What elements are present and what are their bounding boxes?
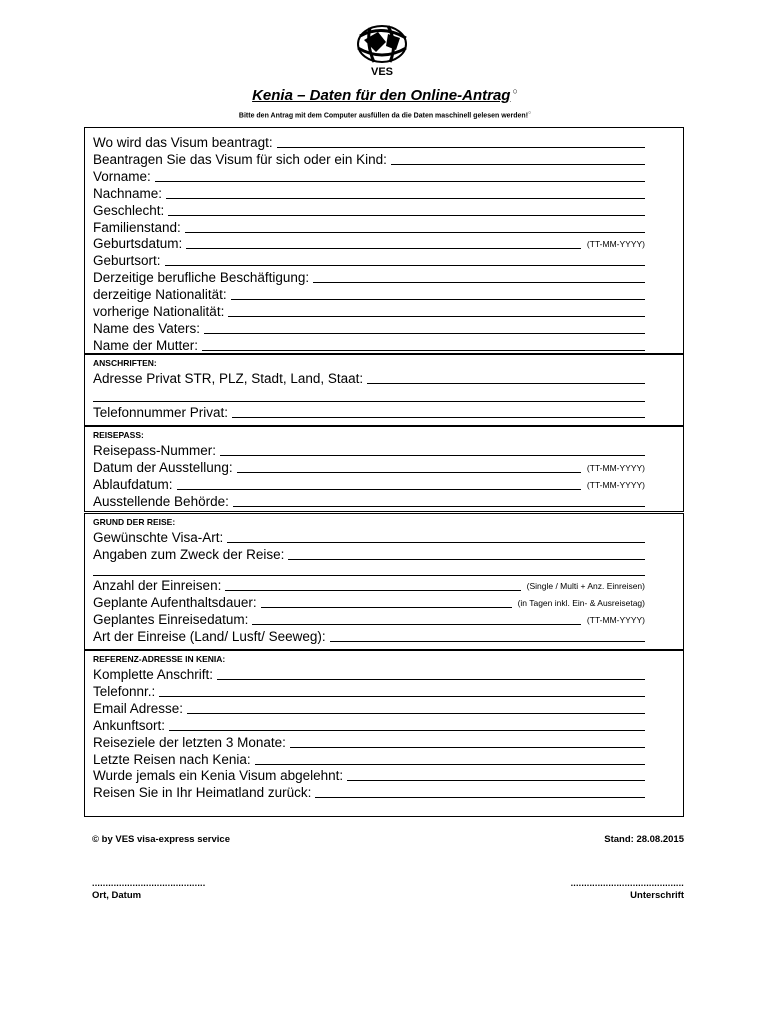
input-line[interactable] bbox=[204, 332, 645, 334]
form-row[interactable] bbox=[93, 184, 645, 201]
form-row[interactable] bbox=[93, 319, 645, 336]
form-row[interactable] bbox=[93, 610, 645, 627]
format-hint: (TT-MM-YYYY) bbox=[586, 479, 645, 490]
form-row[interactable] bbox=[93, 251, 645, 268]
input-line[interactable] bbox=[177, 488, 581, 490]
input-line[interactable] bbox=[231, 298, 645, 300]
section-heading: ANSCHRIFTEN: bbox=[93, 358, 157, 368]
field-label: Letzte Reisen nach Kenia: bbox=[93, 751, 251, 767]
input-line[interactable] bbox=[220, 454, 645, 456]
page-subtitle bbox=[0, 110, 770, 119]
form-row[interactable] bbox=[93, 302, 645, 319]
form-row[interactable] bbox=[93, 528, 645, 545]
logo-text: VES bbox=[370, 66, 394, 78]
field-label: Geplantes Einreisedatum: bbox=[93, 611, 249, 627]
field-label: Email Adresse: bbox=[93, 700, 184, 716]
field-label: Adresse Privat STR, PLZ, Stadt, Land, Staat: bbox=[93, 371, 364, 386]
form-row[interactable] bbox=[93, 268, 645, 285]
field-label: Nachname: bbox=[93, 185, 163, 201]
addresses-section bbox=[84, 354, 684, 426]
input-line[interactable] bbox=[185, 231, 645, 233]
reference-section bbox=[84, 650, 684, 817]
field-label: Reiseziele der letzten 3 Monate: bbox=[93, 734, 286, 750]
place-date-line[interactable]: .......................................... bbox=[92, 878, 206, 888]
form-row[interactable] bbox=[93, 234, 645, 251]
input-line[interactable] bbox=[232, 416, 645, 418]
input-line[interactable] bbox=[313, 281, 645, 283]
field-label: Geburtsdatum: bbox=[93, 236, 183, 252]
form-row[interactable] bbox=[93, 627, 645, 644]
field-label: Familienstand: bbox=[93, 219, 181, 235]
page-title bbox=[0, 86, 770, 104]
input-line[interactable] bbox=[391, 163, 645, 165]
field-label: Geplante Aufenthaltsdauer: bbox=[93, 594, 257, 610]
form-row[interactable] bbox=[93, 458, 645, 475]
form-row[interactable] bbox=[93, 783, 645, 800]
input-line[interactable] bbox=[202, 349, 645, 351]
input-line[interactable] bbox=[155, 180, 645, 182]
format-hint: (Single / Multi + Anz. Einreisen) bbox=[526, 581, 645, 591]
input-line[interactable] bbox=[261, 606, 512, 608]
field-label: Name des Vaters: bbox=[93, 320, 201, 336]
form-row[interactable] bbox=[93, 665, 645, 682]
stand-date: Stand: 28.08.2015 bbox=[604, 834, 684, 845]
form-row[interactable] bbox=[93, 492, 645, 509]
field-label: Geburtsort: bbox=[93, 253, 161, 269]
input-line[interactable] bbox=[252, 623, 581, 625]
form-row[interactable] bbox=[93, 150, 645, 167]
input-line[interactable] bbox=[347, 779, 645, 781]
input-line[interactable] bbox=[290, 746, 645, 748]
input-line[interactable] bbox=[227, 541, 645, 543]
passport-section bbox=[84, 426, 684, 512]
field-label: Komplette Anschrift: bbox=[93, 667, 214, 682]
title-text: Kenia – Daten für den Online-Antrag bbox=[252, 87, 511, 104]
form-row[interactable] bbox=[93, 716, 645, 733]
input-line[interactable] bbox=[168, 214, 645, 216]
field-label: Reisen Sie in Ihr Heimatland zurück: bbox=[93, 785, 312, 801]
field-label: Derzeitige berufliche Beschäftigung: bbox=[93, 270, 310, 286]
form-row[interactable] bbox=[93, 576, 645, 593]
input-line[interactable] bbox=[166, 197, 645, 199]
form-row[interactable] bbox=[93, 593, 645, 610]
form-row[interactable] bbox=[93, 167, 645, 184]
field-label: Art der Einreise (Land/ Lusft/ Seeweg): bbox=[93, 628, 326, 644]
format-hint: (TT-MM-YYYY) bbox=[586, 614, 645, 625]
field-label: Beantragen Sie das Visum für sich oder ein Kind: bbox=[93, 151, 387, 167]
input-line[interactable] bbox=[233, 505, 645, 507]
field-label: vorherige Nationalität: bbox=[93, 304, 225, 319]
field-label: Ankunftsort: bbox=[93, 717, 166, 733]
trip-section bbox=[84, 513, 684, 650]
subtitle-mark: ○ bbox=[528, 110, 532, 116]
field-label: Ausstellende Behörde: bbox=[93, 493, 229, 509]
field-label: Ablaufdatum: bbox=[93, 476, 173, 492]
form-row[interactable] bbox=[93, 733, 645, 750]
field-label: Datum der Ausstellung: bbox=[93, 459, 233, 475]
form-row[interactable] bbox=[93, 369, 645, 386]
input-line[interactable] bbox=[237, 471, 581, 473]
form-row[interactable] bbox=[93, 682, 645, 699]
format-hint: (TT-MM-YYYY) bbox=[586, 462, 645, 473]
field-label: Wurde jemals ein Kenia Visum abgelehnt: bbox=[93, 768, 344, 784]
form-row[interactable] bbox=[93, 218, 645, 235]
form-row[interactable] bbox=[93, 403, 645, 420]
form-row[interactable] bbox=[93, 475, 645, 492]
input-line[interactable] bbox=[288, 558, 645, 560]
form-row[interactable] bbox=[93, 133, 645, 150]
place-date-label: Ort, Datum bbox=[92, 890, 142, 901]
format-hint: (in Tagen inkl. Ein- & Ausreisetag) bbox=[517, 597, 645, 608]
input-line[interactable] bbox=[217, 678, 645, 680]
field-label: Reisepass-Nummer: bbox=[93, 443, 217, 458]
input-line[interactable] bbox=[186, 247, 581, 249]
input-line[interactable] bbox=[255, 763, 645, 765]
input-line[interactable] bbox=[228, 315, 645, 317]
form-row[interactable] bbox=[93, 766, 645, 783]
form-row[interactable] bbox=[93, 201, 645, 218]
field-label: Angaben zum Zweck der Reise: bbox=[93, 547, 285, 562]
section-heading: GRUND DER REISE: bbox=[93, 517, 176, 527]
section-heading: REFERENZ-ADRESSE IN KENIA: bbox=[93, 654, 226, 664]
personal-data-section bbox=[84, 127, 684, 354]
form-row[interactable] bbox=[93, 750, 645, 767]
form-row[interactable] bbox=[93, 336, 645, 353]
input-line[interactable] bbox=[277, 146, 645, 148]
signature-label: Unterschrift bbox=[630, 890, 684, 901]
input-line[interactable] bbox=[159, 695, 645, 697]
input-line[interactable] bbox=[315, 796, 645, 798]
input-line[interactable] bbox=[367, 382, 645, 384]
format-hint: (TT-MM-YYYY) bbox=[586, 239, 645, 250]
field-label: Telefonnummer Privat: bbox=[93, 405, 229, 420]
globe-icon bbox=[348, 22, 416, 78]
field-label: Wo wird das Visum beantragt: bbox=[93, 135, 273, 150]
form-row[interactable] bbox=[93, 285, 645, 302]
field-label: Name der Mutter: bbox=[93, 337, 199, 353]
ves-logo bbox=[348, 22, 416, 78]
input-line[interactable] bbox=[169, 729, 645, 731]
title-mark: ○ bbox=[512, 86, 518, 96]
input-line[interactable] bbox=[187, 712, 645, 714]
form-row[interactable] bbox=[93, 699, 645, 716]
field-label: derzeitige Nationalität: bbox=[93, 287, 227, 303]
field-label: Anzahl der Einreisen: bbox=[93, 578, 222, 593]
input-line[interactable] bbox=[165, 264, 645, 266]
input-line[interactable] bbox=[330, 640, 645, 642]
section-heading: REISEPASS: bbox=[93, 430, 144, 440]
field-label: Vorname: bbox=[93, 168, 151, 184]
field-label: Geschlecht: bbox=[93, 202, 165, 218]
input-line[interactable] bbox=[225, 589, 520, 591]
subtitle-text: Bitte den Antrag mit dem Computer ausfüllen da die Daten maschinell gelesen werden! bbox=[238, 112, 529, 120]
field-label: Gewünschte Visa-Art: bbox=[93, 530, 224, 545]
signature-line[interactable]: .......................................... bbox=[570, 878, 684, 888]
form-row[interactable] bbox=[93, 545, 645, 562]
field-label: Telefonnr.: bbox=[93, 683, 156, 699]
input-line[interactable] bbox=[93, 401, 645, 402]
form-row[interactable] bbox=[93, 441, 645, 458]
copyright-text: © by VES visa-express service bbox=[92, 834, 230, 845]
